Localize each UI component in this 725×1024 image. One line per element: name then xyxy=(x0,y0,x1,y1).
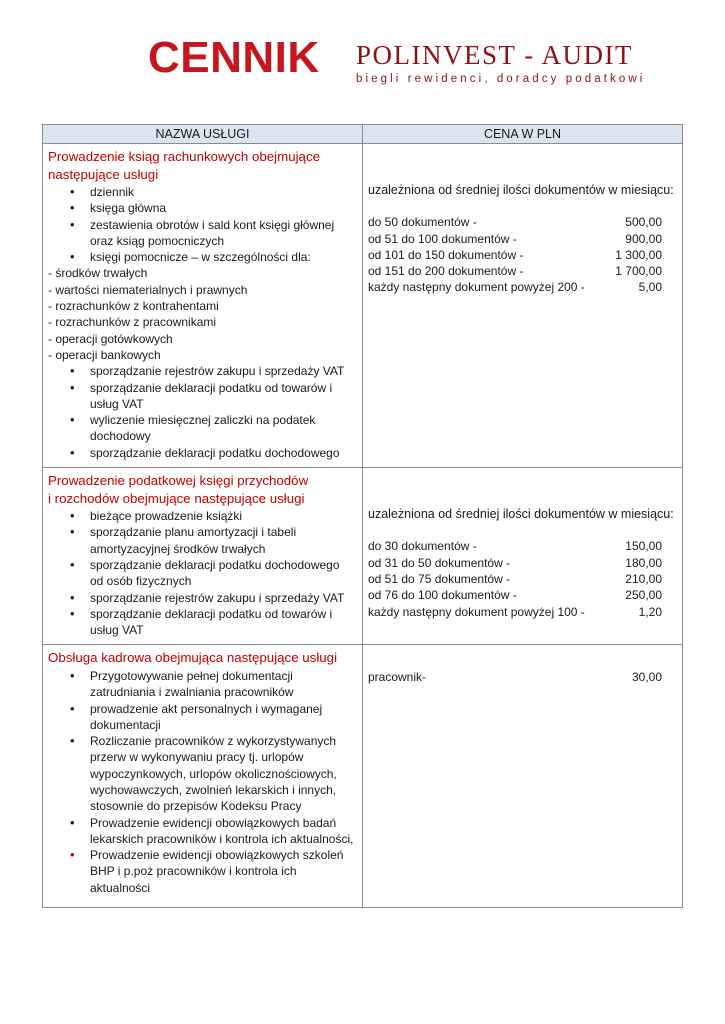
price-table xyxy=(42,124,683,908)
price-row xyxy=(368,538,676,554)
list-item: - operacji bankowych xyxy=(48,347,161,362)
list-item: • sporządzanie deklaracji podatku od towarów i usług VAT xyxy=(48,380,356,413)
table-row xyxy=(43,645,683,908)
list-item: - rozrachunków z kontrahentami xyxy=(48,299,219,314)
price-value: 30,00 xyxy=(631,670,662,685)
section-title: Obsługa kadrowa obejmująca następujące usługi xyxy=(48,650,338,666)
service-list xyxy=(48,508,356,638)
list-item: • sporządzanie deklaracji podatku dochodowego xyxy=(48,445,356,461)
price-cell xyxy=(363,468,683,645)
service-list xyxy=(48,363,356,461)
list-item: - rozrachunków z pracownikami xyxy=(48,315,217,330)
list-item: • bieżące prowadzenie książki xyxy=(48,508,356,524)
price-value: 500,00 xyxy=(625,215,662,230)
price-value: 250,00 xyxy=(625,588,662,603)
price-value: 1 300,00 xyxy=(615,247,662,262)
price-value: 900,00 xyxy=(625,231,662,246)
price-label: do 30 dokumentów - xyxy=(368,539,477,554)
price-label: do 50 dokumentów - xyxy=(368,215,477,230)
table-row xyxy=(43,468,683,645)
price-value: 210,00 xyxy=(625,571,662,586)
price-value: 5,00 xyxy=(638,280,662,295)
list-item: • sporządzanie rejestrów zakupu i sprzedaży VAT xyxy=(48,363,356,379)
price-label: pracownik- xyxy=(368,670,427,685)
list-item: - środków trwałych xyxy=(48,266,148,281)
column-header-service: NAZWA USŁUGI xyxy=(43,125,363,144)
company-logo xyxy=(356,42,645,85)
price-label: od 51 do 75 dokumentów - xyxy=(368,571,511,586)
list-item: • wyliczenie miesięcznej zaliczki na podatek dochodowy xyxy=(48,412,356,445)
price-row xyxy=(368,555,676,571)
table-header-row xyxy=(43,125,683,144)
service-cell xyxy=(43,144,363,468)
list-item: • sporządzanie deklaracji podatku dochodowego od osób fizycznych xyxy=(48,557,356,590)
price-row xyxy=(368,604,676,620)
list-item: • Prowadzenie ewidencji obowiązkowych badań lekarskich pracowników i kontrola ich aktualności, xyxy=(48,815,356,848)
price-label: od 31 do 50 dokumentów - xyxy=(368,555,511,570)
price-row xyxy=(368,669,676,685)
price-cell xyxy=(363,645,683,908)
price-row xyxy=(368,279,676,295)
price-row xyxy=(368,587,676,603)
logo-tagline: biegli rewidenci, doradcy podatkowi xyxy=(356,73,646,85)
page-header xyxy=(0,0,725,110)
price-label: od 151 do 200 dokumentów - xyxy=(368,264,524,279)
list-item: • sporządzanie deklaracji podatku od towarów i usług VAT xyxy=(48,606,356,639)
column-header-price: CENA W PLN xyxy=(363,125,683,144)
list-item: - wartości niematerialnych i prawnych xyxy=(48,282,248,297)
list-item: • sporządzanie rejestrów zakupu i sprzedaży VAT xyxy=(48,590,356,606)
dash-list xyxy=(48,265,356,363)
list-item: - operacji gotówkowych xyxy=(48,331,173,346)
price-row xyxy=(368,571,676,587)
price-value: 150,00 xyxy=(625,539,662,554)
price-heading: uzależniona od średniej ilości dokumentów w miesiącu: xyxy=(368,507,674,522)
service-list xyxy=(48,184,356,265)
price-value: 1,20 xyxy=(638,604,662,619)
price-value: 180,00 xyxy=(625,555,662,570)
list-item: • sporządzanie planu amortyzacji i tabeli amortyzacyjnej środków trwałych xyxy=(48,524,356,557)
list-item: • Prowadzenie ewidencji obowiązkowych szkoleń BHP i p.poż pracowników i kontrola ich aktualności xyxy=(48,847,356,896)
price-row xyxy=(368,247,676,263)
price-value: 1 700,00 xyxy=(615,264,662,279)
list-item: • księga główna xyxy=(48,200,356,216)
list-item: • Przygotowywanie pełnej dokumentacji zatrudniania i zwalniania pracowników xyxy=(48,668,356,701)
price-label: każdy następny dokument powyżej 200 - xyxy=(368,280,585,295)
logo-name: POLINVEST - AUDIT xyxy=(356,40,633,70)
price-label: od 101 do 150 dokumentów - xyxy=(368,247,524,262)
service-cell xyxy=(43,645,363,908)
price-row xyxy=(368,214,676,230)
section-title: Prowadzenie ksiąg rachunkowych obejmujące następujące usługi xyxy=(48,149,320,182)
list-item: • Rozliczanie pracowników z wykorzystywanych przerw w wykonywaniu pracy tj. urlopów wypoczynkowych, urlopów okolicznościowych, wychowawczych, zwolnień lekarskich i innych, stosownie do przepisów Kodeksu Pracy xyxy=(48,733,356,814)
list-item: • zestawienia obrotów i sald kont księgi głównej oraz ksiąg pomocniczych xyxy=(48,217,356,250)
list-item: • prowadzenie akt personalnych i wymaganej dokumentacji xyxy=(48,701,356,734)
price-row xyxy=(368,231,676,247)
page-title: CENNIK xyxy=(148,33,320,82)
price-label: każdy następny dokument powyżej 100 - xyxy=(368,604,585,619)
price-label: od 76 do 100 dokumentów - xyxy=(368,588,517,603)
price-row xyxy=(368,263,676,279)
service-list xyxy=(48,668,356,896)
price-label: od 51 do 100 dokumentów - xyxy=(368,231,517,246)
price-cell xyxy=(363,144,683,468)
list-item: • dziennik xyxy=(48,184,356,200)
list-item: • księgi pomocnicze – w szczególności dla: xyxy=(48,249,356,265)
table-row xyxy=(43,144,683,468)
section-title: Prowadzenie podatkowej księgi przychodów i rozchodów obejmujące następujące usługi xyxy=(48,473,309,506)
price-heading: uzależniona od średniej ilości dokumentów w miesiącu: xyxy=(368,183,674,197)
service-cell xyxy=(43,468,363,645)
